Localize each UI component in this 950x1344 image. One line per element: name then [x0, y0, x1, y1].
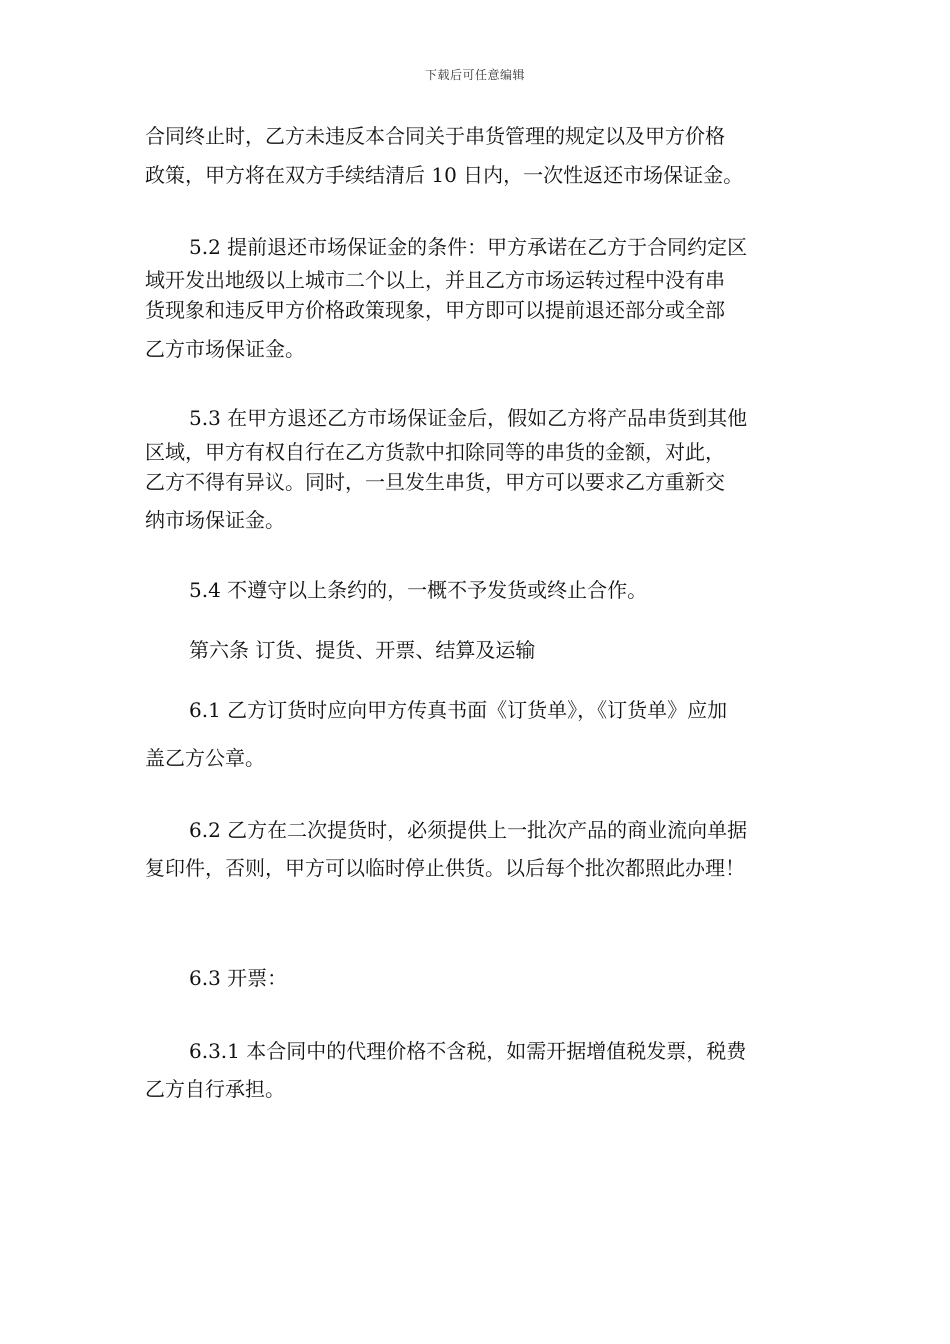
text-line: 乙方市场保证金。 [145, 337, 305, 361]
text-line: 政策，甲方将在双方手续结清后 10 日内，一次性返还市场保证金。 [145, 163, 744, 187]
text-line: 6.1 乙方订货时应向甲方传真书面《订货单》，《订货单》应加 [189, 698, 728, 722]
text-line: 5.3 在甲方退还乙方市场保证金后，假如乙方将产品串货到其他 [189, 406, 748, 430]
text-line: 合同终止时，乙方未违反本合同关于串货管理的规定以及甲方价格 [145, 124, 725, 148]
text-line: 5.4 不遵守以上条约的，一概不予发货或终止合作。 [189, 578, 648, 602]
text-line: 6.2 乙方在二次提货时，必须提供上一批次产品的商业流向单据 [189, 818, 748, 842]
text-line: 6.3 开票： [189, 966, 288, 990]
text-line: 域开发出地级以上城市二个以上，并且乙方市场运转过程中没有串 [145, 268, 725, 292]
text-line: 纳市场保证金。 [145, 508, 285, 532]
section-heading: 第六条 订货、提货、开票、结算及运输 [189, 638, 536, 662]
text-line: 乙方不得有异议。同时，一旦发生串货，甲方可以要求乙方重新交 [145, 470, 725, 494]
text-line: 货现象和违反甲方价格政策现象，甲方即可以提前退还部分或全部 [145, 298, 725, 322]
text-line: 5.2 提前退还市场保证金的条件：甲方承诺在乙方于合同约定区 [189, 235, 748, 259]
text-line: 6.3.1 本合同中的代理价格不含税，如需开据增值税发票，税费 [189, 1039, 747, 1063]
text-line: 复印件，否则，甲方可以临时停止供货。以后每个批次都照此办理！ [145, 856, 745, 880]
text-line: 盖乙方公章。 [145, 746, 265, 770]
text-line: 乙方自行承担。 [145, 1077, 285, 1101]
text-line: 区域，甲方有权自行在乙方货款中扣除同等的串货的金额，对此， [145, 440, 725, 464]
page-header: 下载后可任意编辑 [424, 68, 525, 82]
